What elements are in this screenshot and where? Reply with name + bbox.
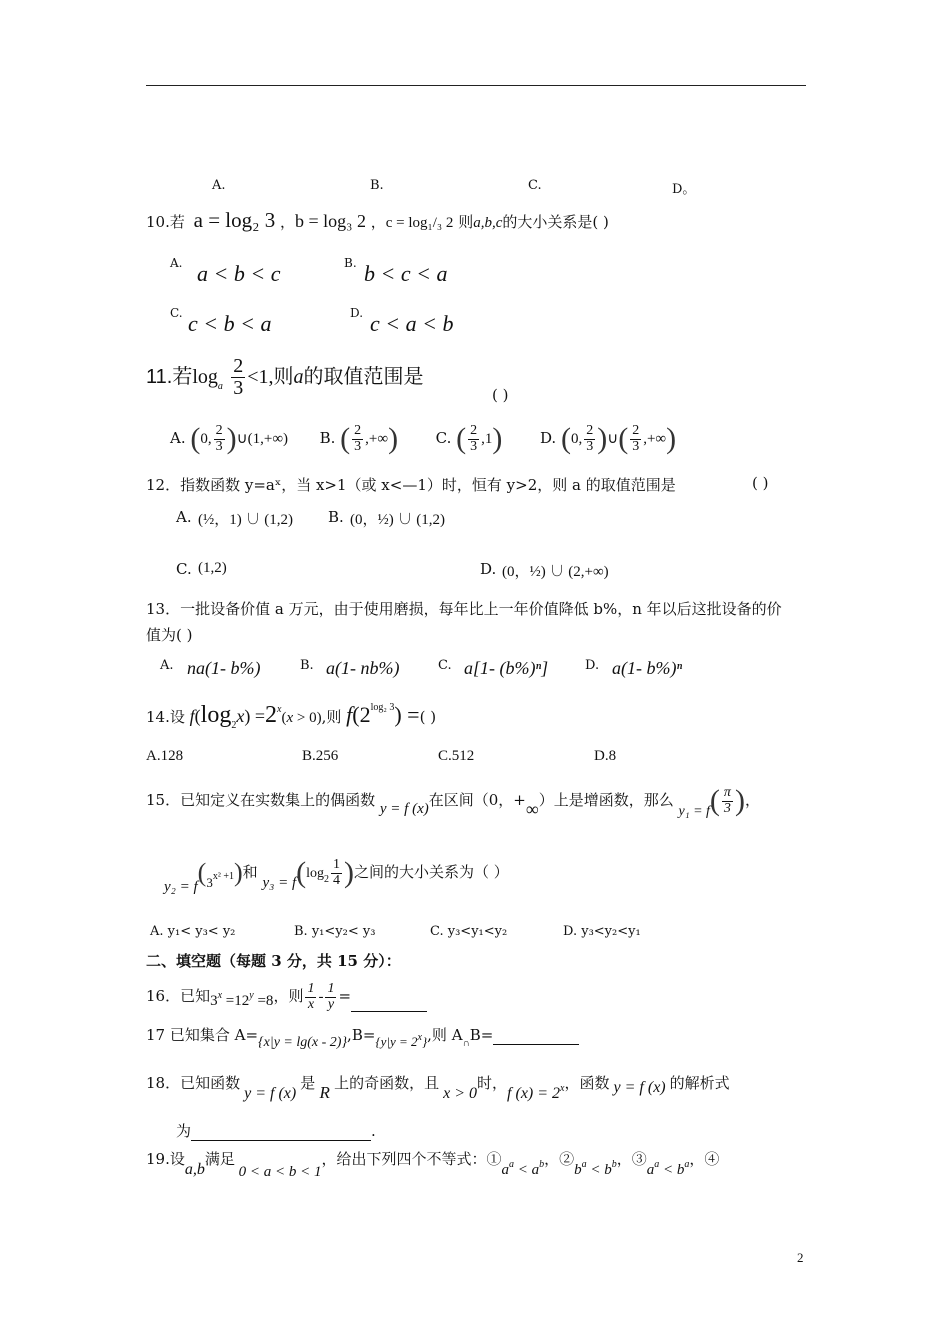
q10-option-a-label: A.	[170, 256, 183, 270]
q16-answer-blank[interactable]	[351, 1011, 427, 1012]
q13-option-a-label: A.	[160, 658, 174, 673]
q12-option-a-expr: (½，1) ∪ (1,2)	[198, 512, 293, 528]
q17-suffix: ,则 A	[427, 1026, 463, 1044]
q14-option-a: A.128	[146, 748, 184, 764]
q18-t2: 上的奇函数，且	[334, 1074, 440, 1092]
q10-option-c-label: C.	[170, 306, 183, 320]
section-2-heading: 二、填空题（每题 3 分，共 15 分）：	[146, 952, 401, 970]
question-15-line1: 15．已知定义在实数集上的偶函数 y = f (x)在区间（0，+∞）上是增函数，那么 y₁ = f( $\frac{\pi}{3}$ )，	[146, 784, 760, 820]
q11-text3: 的取值范围是	[303, 364, 424, 388]
question-17: 17 已知集合 $A=\{x|y = \lg(x - 2)\},B=\{y|y = 2^x\}$,则 $A_\cap B=$	[146, 1024, 579, 1045]
q14-paren: ( )	[419, 708, 437, 726]
q17-answer-blank[interactable]	[493, 1044, 579, 1045]
q11-option-d-label: D.	[539, 429, 557, 448]
question-12: 12．指数函数 y=aˣ，当 x>1（或 x<—1）时，恒有 y>2，则 a 的取值范围是	[146, 476, 676, 494]
q10-prefix: 10.若	[146, 213, 185, 231]
q10-option-b-label: B.	[344, 256, 357, 270]
q19-t4: ，③	[616, 1150, 647, 1168]
q12-option-b: B.	[328, 508, 344, 526]
q11-paren: ( )	[492, 386, 509, 404]
q14-option-c: C.512	[438, 748, 475, 764]
q17-prefix: 17 已知集合 A=	[146, 1026, 259, 1044]
question-13-line2: 值为( )	[146, 626, 193, 644]
question-11: 11.若$\log_a$ $\frac{2}{3}$ <1,则a的取值范围是	[146, 355, 424, 399]
q13-option-b-expr: a(1- nb%)	[326, 658, 400, 678]
question-16: 16．已知$3^x =12^y =8$，则 $\frac{1}{x}$ - $\frac{1}{y}$ =	[146, 982, 427, 1012]
q10-option-b-expr: b < c < a	[364, 261, 448, 286]
q14-prefix: 14.设	[146, 708, 185, 726]
top-choice-b: B.	[370, 178, 384, 193]
question-13-line1: 13．一批设备价值 a 万元，由于使用磨损，每年比上一年价值降低 b%，n 年以后这批设备的价	[146, 600, 782, 618]
q19-t2: ，给出下列四个不等式：①	[321, 1150, 502, 1168]
q10-a-expr: a = log₂ 3	[193, 208, 276, 232]
q11-prefix: 11.	[146, 366, 173, 388]
header-rule	[146, 85, 806, 86]
q10-vars: a,b,c	[473, 215, 503, 231]
q13-option-d-expr: a(1- b%)ⁿ	[612, 658, 683, 678]
q15-text5: 之间的大小关系为（ ）	[354, 863, 509, 882]
q13-option-c-label: C.	[438, 658, 452, 673]
q15-option-d: D. y₃<y₂<y₁	[563, 924, 641, 939]
page-number: 2	[797, 1250, 804, 1265]
q18-line2-end: .	[371, 1122, 376, 1140]
q19-t5: ，④	[689, 1150, 720, 1168]
q10-option-a-expr: a < b < c	[197, 261, 281, 286]
top-choice-c: C.	[528, 178, 542, 193]
q18-t5: 的解析式	[669, 1074, 730, 1092]
q15-option-c: C. y₃<y₁<y₂	[430, 924, 508, 939]
question-10: 10.若 a = log₂ 3 ，b = log₃ 2 ，c = log₁/₃ 2 则a,b,c的大小关系是( )	[146, 208, 609, 232]
q12-option-a: A.	[176, 508, 192, 526]
q16-mid: ，则	[273, 987, 304, 1006]
q11-option-a-label: A.	[170, 429, 186, 448]
q19-t3: ，②	[544, 1150, 575, 1168]
q18-t3: 时，	[477, 1074, 508, 1092]
question-19: 19.设a,b满足 0 < a < b < 1，给出下列四个不等式：$①a^a < a^b$，$②b^a < b^b$，$③a^a < b^a$，④	[146, 1150, 720, 1180]
q12-paren: ( )	[752, 474, 769, 492]
q11-fraction: $\frac{2}{3}$	[233, 355, 244, 399]
q14-option-b: B.256	[302, 748, 339, 764]
question-14: 14.设 $f(\log_2x) =2^x(x > 0)$,则 $f(2^{log_2 3})$ =( )	[146, 702, 437, 731]
q16-suffix: =	[338, 987, 352, 1006]
q17-end: B=	[469, 1026, 494, 1044]
q10-question: 的大小关系是( )	[502, 213, 609, 231]
q11-text1: 若	[172, 364, 193, 388]
q18-answer-blank[interactable]	[191, 1140, 371, 1141]
q18-t4: ，函数	[564, 1074, 610, 1092]
q12-option-d-expr: (0，½) ∪ (2,+∞)	[502, 564, 609, 580]
q14-mid: ,则	[321, 708, 342, 726]
q11-options: A. (0, $\frac{2}{3}$ )∪(1,+∞) B. ( $\frac{2}{3}$ ,+∞) C. ( $\frac{2}{3}$ ,1) D. (0, $\frac{2}{3}$ )∪( $\frac{2}{3}$ ,+∞)	[170, 422, 677, 456]
q15-text3: ）上是增函数，那么	[538, 791, 674, 810]
q13-option-b-label: B.	[300, 658, 314, 673]
q13-option-c-expr: a[1- (b%)ⁿ]	[464, 658, 549, 678]
q18-prefix: 18．已知函数	[146, 1074, 241, 1092]
q12-option-d: D.	[480, 560, 497, 578]
q15-text2: 在区间（0，+	[428, 791, 526, 810]
q15-option-b: B. y₁<y₂< y₃	[294, 924, 376, 939]
q18-line2: 为	[176, 1122, 192, 1140]
q11-option-b-label: B.	[319, 429, 336, 448]
top-choice-a: A.	[212, 178, 226, 193]
q15-text4: 和	[242, 863, 258, 882]
q12-option-c-expr: (1,2)	[198, 560, 227, 576]
q18-t1: 是	[300, 1074, 316, 1092]
q13-option-a-expr: na(1- b%)	[187, 658, 261, 678]
q10-b-expr: b = log₃ 2	[295, 211, 366, 231]
q15-option-a: A. y₁< y₃< y₂	[150, 924, 236, 939]
q10-suffix: 则	[458, 213, 474, 231]
q12-option-b-expr: (0，½) ∪ (1,2)	[350, 512, 445, 528]
q10-option-c-expr: c < b < a	[188, 311, 272, 336]
question-18-line1: 18．已知函数 y = f (x) 是 R 上的奇函数，且 x > 0时，f $(x) = 2^x$，函数 y = f (x) 的解析式	[146, 1074, 730, 1102]
q16-prefix: 16．已知	[146, 987, 211, 1006]
q10-option-d-label: D.	[350, 306, 364, 320]
top-choice-d: D。	[672, 182, 696, 197]
q19-prefix: 19.设	[146, 1150, 185, 1168]
question-15-line2: $y_2 = f(3^{x^2 +1})$和 $y_3 = f(\log_2$ $\frac{1}{4}$ )之间的大小关系为（ ）	[164, 856, 509, 896]
q17-mid: ,B=	[347, 1026, 376, 1044]
q15-text1: 15．已知定义在实数集上的偶函数	[146, 791, 376, 810]
q10-option-d-expr: c < a < b	[370, 311, 454, 336]
q12-option-c: C.	[176, 560, 192, 578]
q13-option-d-label: D.	[585, 658, 600, 673]
q10-c-expr: c = log₁/₃ 2	[385, 215, 454, 231]
question-18-line2	[176, 1120, 376, 1141]
q19-t1: 满足	[204, 1150, 235, 1168]
q11-text2: 则	[273, 364, 294, 388]
q11-option-c-label: C.	[435, 429, 452, 448]
q14-option-d: D.8	[594, 748, 617, 764]
